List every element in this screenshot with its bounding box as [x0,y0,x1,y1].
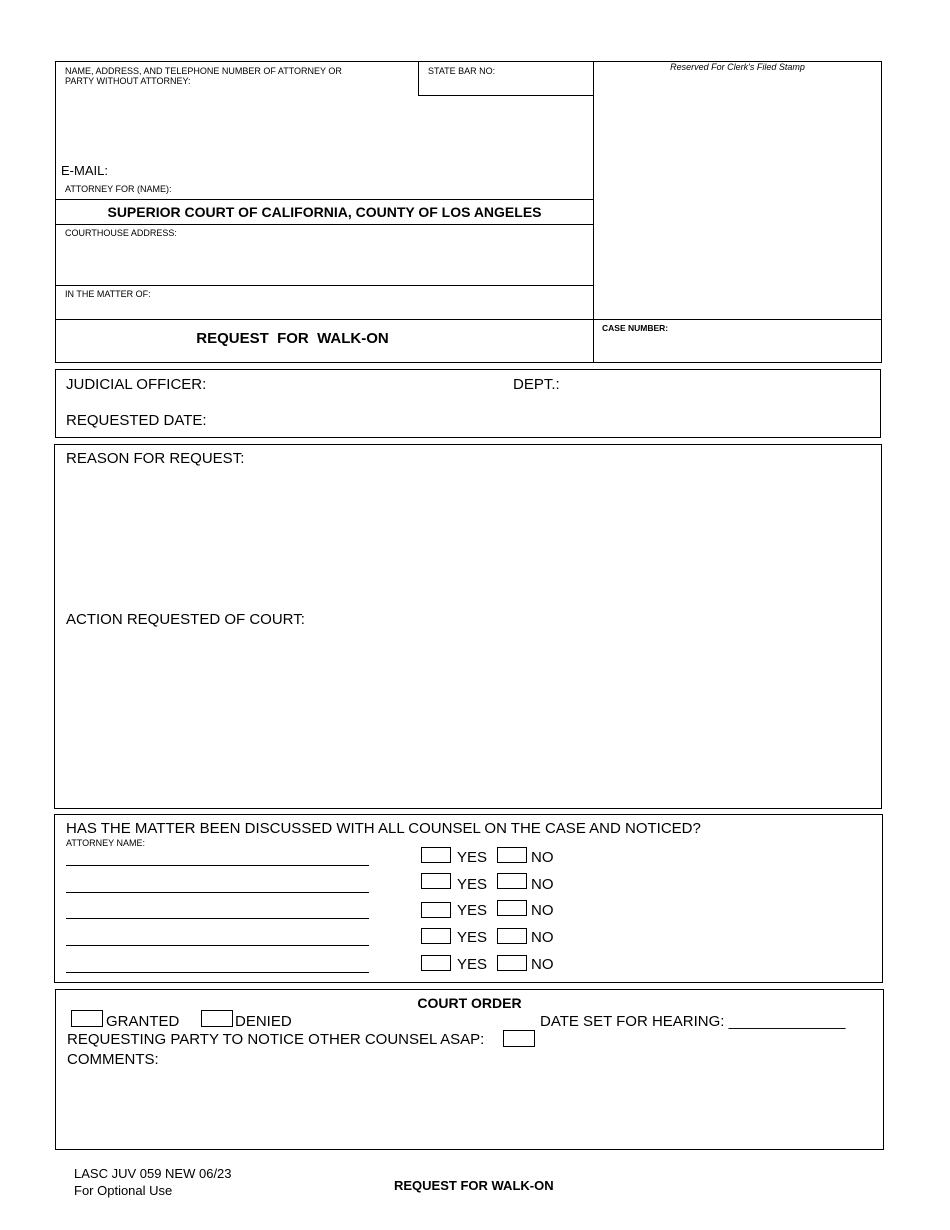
case-number-field[interactable] [600,335,875,357]
attorney-name-line[interactable] [66,918,369,919]
yes-label: YES [457,876,488,893]
courthouse-address-label: COURTHOUSE ADDRESS: [65,228,177,238]
optional-use-note: For Optional Use [74,1183,173,1198]
no-label: NO [531,876,554,893]
judicial-officer-label: JUDICIAL OFFICER: [66,376,207,393]
yes-label: YES [457,956,488,973]
notice-counsel-label: REQUESTING PARTY TO NOTICE OTHER COUNSEL ASAP: [67,1031,485,1048]
reason-field[interactable] [62,472,872,602]
comments-field[interactable] [62,1072,874,1142]
yes-checkbox[interactable] [421,847,451,863]
yes-checkbox[interactable] [421,873,451,889]
denied-checkbox[interactable] [201,1010,233,1027]
email-label: E-MAIL: [61,163,108,178]
attorney-name-label: ATTORNEY NAME: [66,838,146,848]
no-label: NO [531,902,554,919]
no-label: NO [531,929,554,946]
no-checkbox[interactable] [497,847,527,863]
dept-label: DEPT.: [513,376,560,393]
court-name: SUPERIOR COURT OF CALIFORNIA, COUNTY OF LOS ANGELES [107,204,542,220]
date-set-for-hearing-label: DATE SET FOR HEARING: ______________ [540,1013,846,1030]
no-label: NO [531,849,554,866]
yes-label: YES [457,929,488,946]
state-bar-label: STATE BAR NO: [428,66,496,76]
granted-checkbox[interactable] [71,1010,103,1027]
comments-label: COMMENTS: [67,1051,159,1068]
action-field[interactable] [62,633,872,798]
attorney-name-line[interactable] [66,972,369,973]
no-label: NO [531,956,554,973]
attorney-name-line[interactable] [66,892,369,893]
no-checkbox[interactable] [497,955,527,971]
no-checkbox[interactable] [497,900,527,916]
case-number-label: CASE NUMBER: [602,323,669,333]
reason-label: REASON FOR REQUEST: [66,450,245,467]
counsel-question: HAS THE MATTER BEEN DISCUSSED WITH ALL COUNSEL ON THE CASE AND NOTICED? [66,820,701,837]
clerk-stamp-label: Reserved For Clerk's Filed Stamp [670,62,805,72]
attorney-info-label: NAME, ADDRESS, AND TELEPHONE NUMBER OF ATTORNEY OR PARTY WITHOUT ATTORNEY: [65,66,342,86]
denied-label: DENIED [235,1013,292,1030]
attorney-info-field[interactable] [60,90,410,160]
yes-label: YES [457,849,488,866]
matter-label: IN THE MATTER OF: [65,289,151,299]
footer-title: REQUEST FOR WALK-ON [394,1178,554,1193]
granted-label: GRANTED [106,1013,180,1030]
requested-date-label: REQUESTED DATE: [66,412,207,429]
yes-checkbox[interactable] [421,928,451,944]
attorney-name-line[interactable] [66,945,369,946]
attorney-name-line[interactable] [66,865,369,866]
yes-checkbox[interactable] [421,955,451,971]
yes-checkbox[interactable] [421,902,451,918]
yes-label: YES [457,902,488,919]
no-checkbox[interactable] [497,928,527,944]
form-id: LASC JUV 059 NEW 06/23 [74,1166,232,1181]
form-title: REQUEST FOR WALK-ON [196,330,389,347]
notice-counsel-checkbox[interactable] [503,1030,535,1047]
court-order-title: COURT ORDER [417,995,522,1011]
attorney-for-label: ATTORNEY FOR (NAME): [65,184,172,194]
no-checkbox[interactable] [497,873,527,889]
action-label: ACTION REQUESTED OF COURT: [66,611,305,628]
